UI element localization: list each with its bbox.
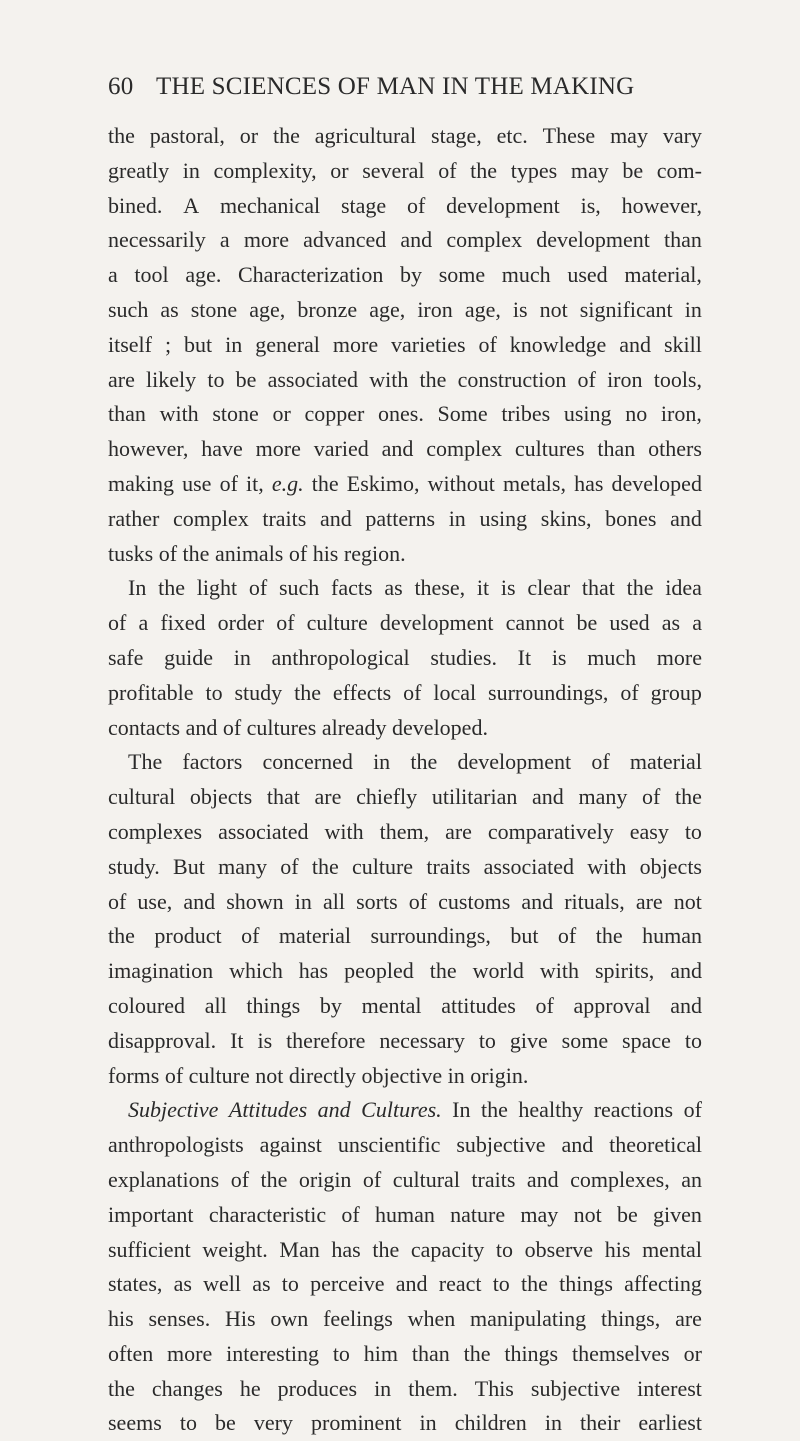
text-line: a tool age. Characterization by some much used material, — [108, 262, 702, 288]
text-line: tusks of the animals of his region. — [108, 540, 406, 566]
text-line: complexes associated with them, are comparatively easy to — [108, 818, 702, 844]
text-line: important characteristic of human nature may not be given — [108, 1201, 702, 1227]
text-line: cultural objects that are chiefly utilitarian and many of the — [108, 784, 702, 810]
text-line: seems to be very prominent in children in their earliest — [108, 1410, 702, 1436]
text-line: anthropologists against unscientific subjective and theoretical — [108, 1132, 702, 1158]
text-line: the pastoral, or the agricultural stage, etc. These may vary — [108, 123, 702, 148]
text-line: coloured all things by mental attitudes of approval and — [108, 992, 702, 1018]
text-line: the product of material surroundings, but of the human — [108, 923, 702, 949]
text-line: contacts and of cultures already developed. — [108, 714, 488, 740]
text-line: his senses. His own feelings when manipulating things, are — [108, 1306, 702, 1332]
text-line: greatly in complexity, or several of the types may be com- — [108, 157, 702, 183]
text-line: The factors concerned in the development of material — [128, 749, 702, 775]
text-line: of use, and shown in all sorts of customs and rituals, are not — [108, 888, 702, 914]
text-line: disapproval. It is therefore necessary to give some space to — [108, 1027, 702, 1053]
text-line: of a fixed order of culture development cannot be used as a — [108, 610, 702, 636]
text-line: safe guide in anthropological studies. It is much more — [108, 644, 702, 670]
text-line: necessarily a more advanced and complex development than — [108, 227, 702, 253]
text-line: the changes he produces in them. This subjective interest — [108, 1375, 702, 1401]
text-line: forms of culture not directly objective in origin. — [108, 1062, 529, 1088]
text-line: itself ; but in general more varieties of knowledge and skill — [108, 331, 702, 357]
text-line: rather complex traits and patterns in using skins, bones and — [108, 505, 702, 531]
text-line: states, as well as to perceive and react to the things affecting — [108, 1271, 702, 1297]
text-line: bined. A mechanical stage of development is, however, — [108, 192, 702, 218]
page-number: 60 — [108, 73, 134, 100]
text-line: such as stone age, bronze age, iron age, is not significant in — [108, 296, 702, 322]
text-line: making use of it, e.g. the Eskimo, without metals, has developed — [108, 470, 702, 496]
body-text — [108, 119, 702, 1441]
text-line: often more interesting to him than the things themselves or — [108, 1340, 702, 1366]
running-title: THE SCIENCES OF MAN IN THE MAKING — [156, 73, 635, 100]
text-line: study. But many of the culture traits associated with objects — [108, 853, 702, 879]
running-header — [108, 73, 702, 107]
text-line: Subjective Attitudes and Cultures. In the healthy reactions of — [128, 1097, 702, 1123]
text-line: imagination which has peopled the world with spirits, and — [108, 958, 702, 984]
text-line: are likely to be associated with the construction of iron tools, — [108, 366, 702, 392]
text-line: than with stone or copper ones. Some tribes using no iron, — [108, 401, 702, 427]
text-line: however, have more varied and complex cultures than others — [108, 436, 702, 462]
text-line: In the light of such facts as these, it is clear that the idea — [128, 575, 702, 601]
text-line: explanations of the origin of cultural traits and complexes, an — [108, 1166, 702, 1192]
text-line: profitable to study the effects of local surroundings, of group — [108, 679, 702, 705]
text-line: sufficient weight. Man has the capacity to observe his mental — [108, 1236, 702, 1262]
